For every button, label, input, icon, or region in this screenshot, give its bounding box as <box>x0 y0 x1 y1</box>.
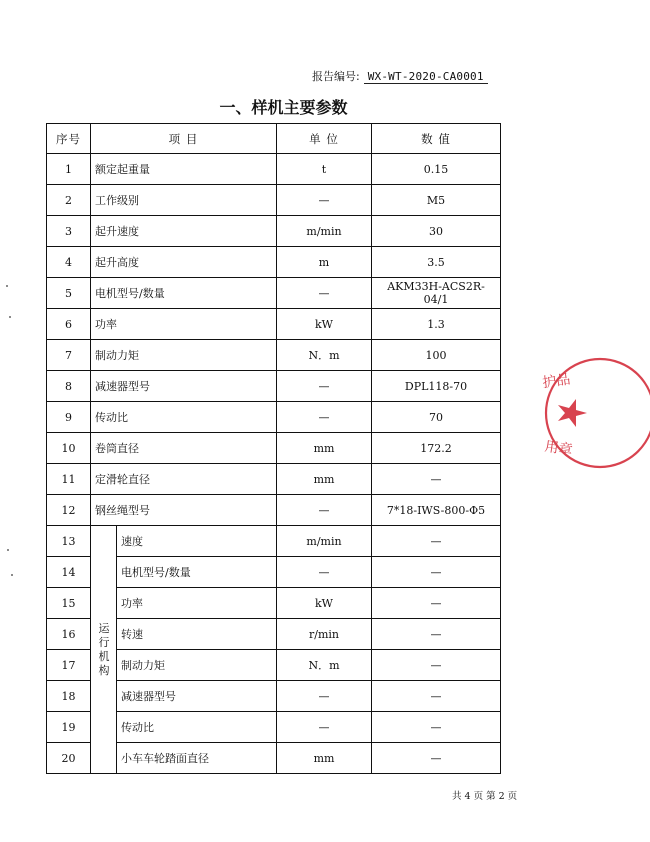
scan-speck <box>7 549 9 551</box>
row-number: 13 <box>47 526 91 557</box>
row-item: 功率 <box>91 309 277 340</box>
row-number: 11 <box>47 464 91 495</box>
row-unit: N．m <box>277 340 372 371</box>
row-item: 小车车轮踏面直径 <box>117 743 277 774</box>
row-value: — <box>372 526 501 557</box>
row-value: AKM33H-ACS2R-04/1 <box>372 278 501 309</box>
table-row <box>47 278 501 309</box>
row-value: — <box>372 650 501 681</box>
row-item: 钢丝绳型号 <box>91 495 277 526</box>
row-number: 5 <box>47 278 91 309</box>
row-value: 172.2 <box>372 433 501 464</box>
row-number: 7 <box>47 340 91 371</box>
row-number: 12 <box>47 495 91 526</box>
row-unit: — <box>277 402 372 433</box>
group-label: 运行机构 <box>98 621 110 677</box>
row-value: — <box>372 557 501 588</box>
row-value: 1.3 <box>372 309 501 340</box>
row-item: 传动比 <box>117 712 277 743</box>
row-item: 制动力矩 <box>91 340 277 371</box>
row-value: DPL118-70 <box>372 371 501 402</box>
row-unit: t <box>277 154 372 185</box>
row-unit: — <box>277 681 372 712</box>
row-item: 速度 <box>117 526 277 557</box>
row-number: 10 <box>47 433 91 464</box>
row-number: 4 <box>47 247 91 278</box>
row-item: 功率 <box>117 588 277 619</box>
report-number-label: 报告编号: <box>312 70 360 83</box>
row-unit: mm <box>277 464 372 495</box>
row-value: 0.15 <box>372 154 501 185</box>
row-value: — <box>372 588 501 619</box>
seal-star <box>558 399 587 427</box>
row-value: — <box>372 681 501 712</box>
parameters-table <box>46 123 501 774</box>
row-number: 9 <box>47 402 91 433</box>
row-item: 卷筒直径 <box>91 433 277 464</box>
row-item: 起升速度 <box>91 216 277 247</box>
header-item: 项 目 <box>91 124 277 154</box>
scan-speck <box>11 574 13 576</box>
row-unit: m/min <box>277 526 372 557</box>
seal-text-bottom: 用章 <box>543 438 574 459</box>
table-row <box>47 495 501 526</box>
row-item: 电机型号/数量 <box>91 278 277 309</box>
row-unit: m/min <box>277 216 372 247</box>
header-no: 序号 <box>47 124 91 154</box>
row-value: — <box>372 619 501 650</box>
header-value: 数 值 <box>372 124 501 154</box>
official-seal <box>540 355 650 475</box>
row-value: — <box>372 712 501 743</box>
group-cell <box>91 526 117 774</box>
section-title: 一、样机主要参数 <box>219 98 348 117</box>
row-unit: — <box>277 557 372 588</box>
row-item: 传动比 <box>91 402 277 433</box>
scan-speck <box>9 316 11 318</box>
row-unit: — <box>277 278 372 309</box>
row-number: 18 <box>47 681 91 712</box>
row-value: 3.5 <box>372 247 501 278</box>
row-number: 14 <box>47 557 91 588</box>
row-number: 6 <box>47 309 91 340</box>
row-item: 电机型号/数量 <box>117 557 277 588</box>
row-unit: kW <box>277 309 372 340</box>
table-row <box>47 433 501 464</box>
row-unit: — <box>277 185 372 216</box>
table-header-row <box>47 124 501 154</box>
row-unit: m <box>277 247 372 278</box>
table-row <box>47 216 501 247</box>
row-value: 7*18-IWS-800-Φ5 <box>372 495 501 526</box>
row-item: 额定起重量 <box>91 154 277 185</box>
row-unit: N．m <box>277 650 372 681</box>
table-row <box>47 309 501 340</box>
table-row <box>47 185 501 216</box>
page-footer: 共 4 页 第 2 页 <box>452 791 518 802</box>
row-item: 减速器型号 <box>117 681 277 712</box>
table-row <box>47 526 501 557</box>
row-number: 20 <box>47 743 91 774</box>
row-value: — <box>372 464 501 495</box>
table-row <box>47 371 501 402</box>
row-item: 起升高度 <box>91 247 277 278</box>
row-value: 100 <box>372 340 501 371</box>
row-number: 17 <box>47 650 91 681</box>
row-unit: — <box>277 495 372 526</box>
row-value: 30 <box>372 216 501 247</box>
row-number: 2 <box>47 185 91 216</box>
row-unit: — <box>277 712 372 743</box>
row-unit: mm <box>277 743 372 774</box>
row-unit: r/min <box>277 619 372 650</box>
table-row <box>47 154 501 185</box>
row-value: 70 <box>372 402 501 433</box>
row-item: 定滑轮直径 <box>91 464 277 495</box>
row-number: 19 <box>47 712 91 743</box>
header-unit: 单 位 <box>277 124 372 154</box>
table-row <box>47 402 501 433</box>
row-number: 16 <box>47 619 91 650</box>
row-number: 8 <box>47 371 91 402</box>
row-unit: mm <box>277 433 372 464</box>
row-unit: — <box>277 371 372 402</box>
row-unit: kW <box>277 588 372 619</box>
row-item: 转速 <box>117 619 277 650</box>
table-row <box>47 340 501 371</box>
row-number: 3 <box>47 216 91 247</box>
row-number: 1 <box>47 154 91 185</box>
row-number: 15 <box>47 588 91 619</box>
seal-text-top: 护品 <box>541 371 572 392</box>
table-row <box>47 464 501 495</box>
row-value: M5 <box>372 185 501 216</box>
report-number-value: WX-WT-2020-CA0001 <box>364 70 488 84</box>
report-number-line <box>312 68 488 84</box>
row-value: — <box>372 743 501 774</box>
row-item: 工作级别 <box>91 185 277 216</box>
row-item: 制动力矩 <box>117 650 277 681</box>
row-item: 减速器型号 <box>91 371 277 402</box>
scan-speck <box>6 285 8 287</box>
table-row <box>47 247 501 278</box>
